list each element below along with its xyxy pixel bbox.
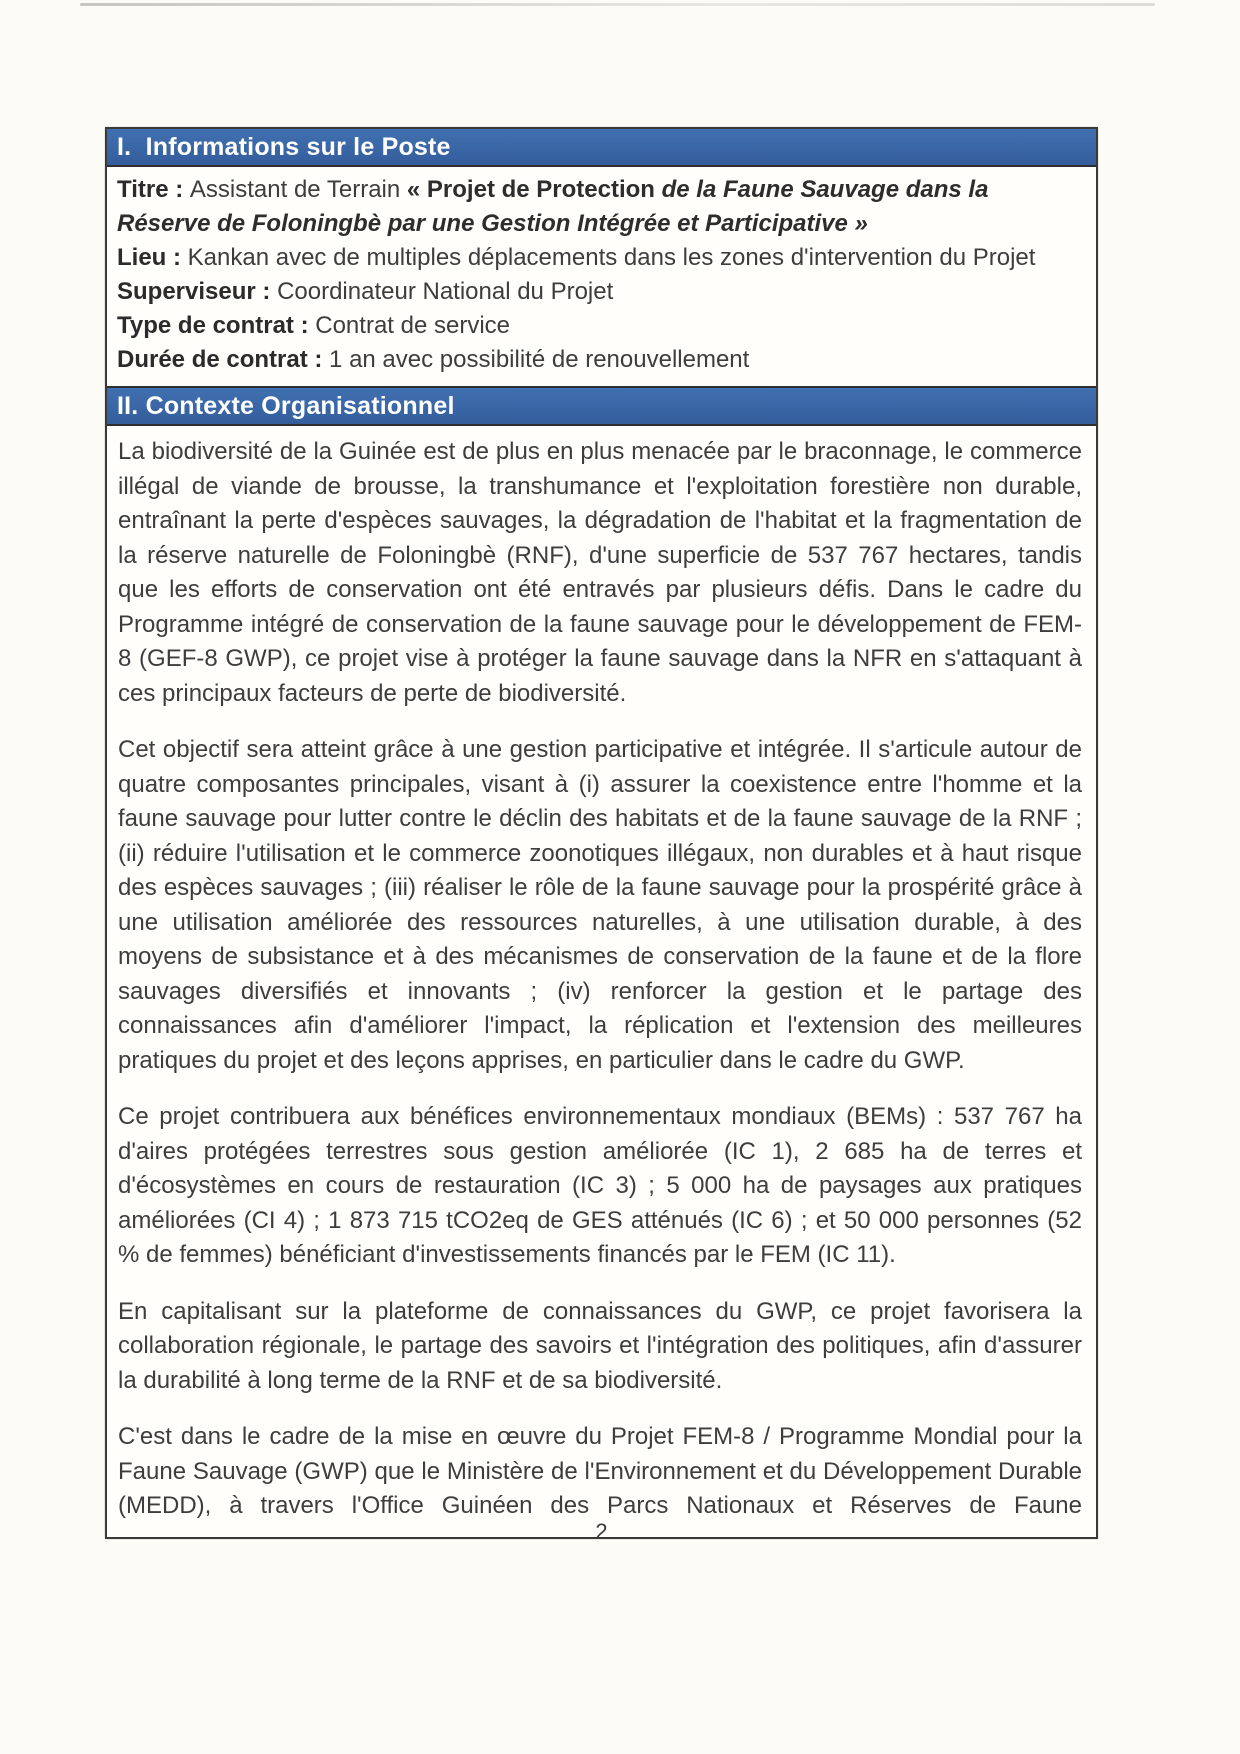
info-field-line	[117, 343, 1084, 377]
info-field-value: Kankan avec de multiples déplacements dans les zones d'intervention du Projet	[187, 244, 1036, 271]
info-field-line	[117, 173, 1084, 241]
info-field-label: Titre :	[117, 176, 190, 203]
info-field-value: Coordinateur National du Projet	[277, 278, 614, 305]
info-field-line	[117, 275, 1084, 309]
info-fields	[107, 167, 1096, 386]
info-field-value: de la Faune Sauvage dans la Réserve de Foloningbè par une Gestion Intégrée et Participative »	[117, 176, 989, 237]
info-field-line	[117, 309, 1084, 343]
info-field-value: Assistant de Terrain	[189, 176, 407, 203]
section-heading-contexte-organisationnel: II. Contexte Organisationnel	[107, 386, 1096, 426]
context-paragraph: La biodiversité de la Guinée est de plus en plus menacée par le braconnage, le commerce illégal de viande de brousse, la transhumance et l'exploitation forestière non durable, entraînant la perte d'espèces sauvages, la dégradation de l'habitat et la fragmentation de la réserve naturelle de Foloningbè (RNF), d'une superficie de 537 767 hectares, tandis que les efforts de conservation ont été entravés par plusieurs défis. Dans le cadre du Programme intégré de conservation de la faune sauvage pour le développement de FEM-8 (GEF-8 GWP), ce projet vise à protéger la faune sauvage dans la NFR en s'attaquant à ces principaux facteurs de perte de biodiversité.	[118, 438, 1082, 707]
info-field-value: « Projet de Protection	[406, 176, 662, 203]
context-paragraph: En capitalisant sur la plateforme de connaissances du GWP, ce projet favorisera la collaboration régionale, le partage des savoirs et l'intégration des politiques, afin d'assurer la durabilité à long terme de la RNF et de sa biodiversité.	[118, 1297, 1082, 1394]
info-field-label: Lieu :	[117, 244, 188, 271]
page-number: 2	[595, 1519, 608, 1544]
info-field-label: Superviseur :	[117, 278, 278, 305]
context-paragraph: C'est dans le cadre de la mise en œuvre du Projet FEM-8 / Programme Mondial pour la Faune Sauvage (GWP) que le Ministère de l'Environnement et du Développement Durable (MEDD), à travers l'Office Guinéen des Parcs Nationaux et Réserves de Faune	[118, 1423, 1082, 1519]
context-paragraph: Cet objectif sera atteint grâce à une gestion participative et intégrée. Il s'articule autour de quatre composantes principales, visant à (i) assurer la coexistence entre l'homme et la faune sauvage pour lutter contre le déclin des habitats et de la faune sauvage de la RNF ; (ii) réduire l'utilisation et le commerce zoonotiques illégaux, non durables et à haut risque des espèces sauvages ; (iii) réaliser le rôle de la faune sauvage pour la prospérité grâce à une utilisation améliorée des ressources naturelles, à une utilisation durable, à des moyens de subsistance et à des mécanismes de conservation de la faune et de la flore sauvages diversifiés et innovants ; (iv) renforcer la gestion et le partage des connaissances afin d'améliorer l'impact, la réplication et l'extension des meilleures pratiques du projet et des leçons apprises, en particulier dans le cadre du GWP.	[118, 736, 1082, 1074]
info-field-label: Type de contrat :	[117, 312, 316, 339]
scan-edge-artifact	[80, 3, 1155, 6]
info-field-value: Contrat de service	[315, 312, 511, 339]
context-paragraphs	[107, 426, 1096, 1537]
info-field-line	[117, 241, 1084, 275]
section-heading-informations-sur-le-poste: I. Informations sur le Poste	[107, 129, 1096, 167]
job-posting-table	[105, 127, 1098, 1539]
info-field-label: Durée de contrat :	[117, 346, 330, 373]
info-field-value: 1 an avec possibilité de renouvellement	[329, 346, 750, 373]
context-paragraph: Ce projet contribuera aux bénéfices environnementaux mondiaux (BEMs) : 537 767 ha d'aires protégées terrestres sous gestion améliorée (IC 1), 2 685 ha de terres et d'écosystèmes en cours de restauration (IC 3) ; 5 000 ha de paysages aux pratiques améliorées (CI 4) ; 1 873 715 tCO2eq de GES atténués (IC 6) ; et 50 000 personnes (52 % de femmes) bénéficiant d'investissements financés par le FEM (IC 11).	[118, 1103, 1082, 1268]
